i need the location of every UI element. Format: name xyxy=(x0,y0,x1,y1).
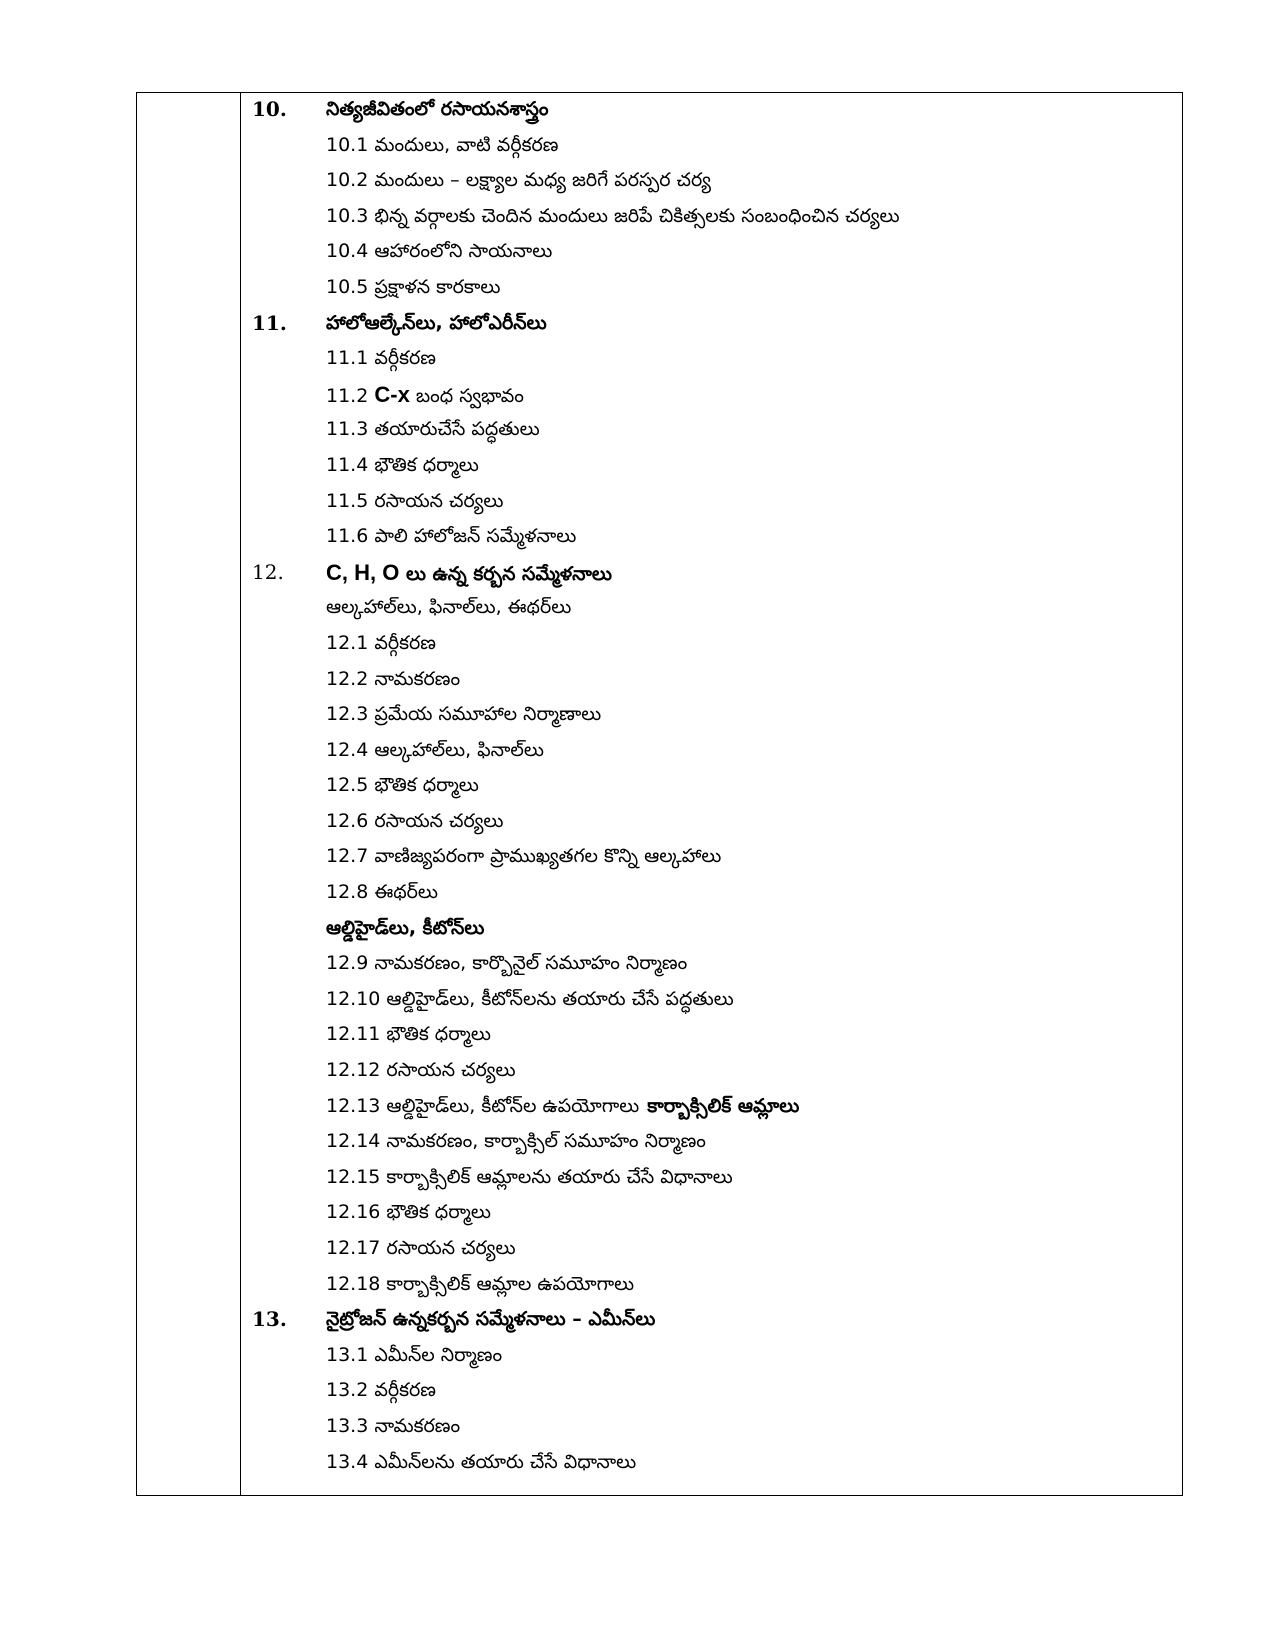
list-item: 12.11 భౌతిక ధర్మాలు xyxy=(326,1023,491,1046)
list-item: 10.1 మందులు, వాటి వర్గీకరణ xyxy=(326,133,559,156)
list-item: 12.17 రసాయన చర్యలు xyxy=(326,1237,516,1259)
list-item: 12.10 ఆల్డిహైడ్‌లు, కీటోన్‌లను తయారు చేసే పద్ధతులు xyxy=(326,987,734,1010)
section-heading xyxy=(252,92,1172,128)
list-item: 12.9 నామకరణం, కార్బొనైల్ సమూహం నిర్మాణం xyxy=(326,952,688,975)
list-item: 11.3 తయారుచేసే పద్ధతులు xyxy=(326,418,540,441)
list-item: 11.2 C-x బంధ స్వభావం xyxy=(326,381,524,407)
section-heading xyxy=(252,1302,1172,1338)
section-title: నైట్రోజన్ ఉన్నకర్బన సమ్మేళనాలు – ఎమీన్‌లు xyxy=(326,1308,656,1331)
section-heading xyxy=(252,555,1172,591)
list-item: 12.14 నామకరణం, కార్బాక్సిల్ సమూహం నిర్మాణం xyxy=(326,1130,706,1153)
list-item: 10.4 ఆహారంలోని సాయనాలు xyxy=(326,240,553,263)
list-item: 12.12 రసాయన చర్యలు xyxy=(326,1059,516,1082)
section-title: C, H, O లు ఉన్న కర్బన సమ్మేళనాలు xyxy=(326,559,612,585)
subheading: కార్బాక్సిలిక్ ఆమ్లాలు xyxy=(647,1094,800,1117)
section-number: 12. xyxy=(252,559,284,584)
list-item: 12.5 భౌతిక ధర్మాలు xyxy=(326,774,479,797)
syllabus-content xyxy=(252,92,1172,1480)
bond-symbol: C-x xyxy=(374,381,410,407)
list-item: 11.4 భౌతిక ధర్మాలు xyxy=(326,453,479,476)
subheading: ఆల్డిహైడ్‌లు, కీటోన్‌లు xyxy=(326,916,485,939)
section-title: నిత్యజీవితంలో రసాయనశాస్త్రం xyxy=(326,98,549,120)
column-divider xyxy=(240,92,241,1496)
section-number: 13. xyxy=(252,1307,287,1332)
list-item: 13.4 ఎమీన్‌లను తయారు చేసే విధానాలు xyxy=(326,1450,637,1473)
list-item: 12.15 కార్బాక్సిలిక్ ఆమ్లాలను తయారు చేసే విధానాలు xyxy=(326,1165,733,1188)
list-item: 11.5 రసాయన చర్యలు xyxy=(326,489,504,512)
list-item: 12.8 ఈథర్‌లు xyxy=(326,881,438,904)
section-title: హాలోఆల్కేన్‌లు, హాలోఎరీన్‌లు xyxy=(326,311,547,334)
list-item: 12.4 ఆల్కహాల్‌లు, ఫినాల్‌లు xyxy=(326,738,544,761)
list-item: 11.6 పాలి హాలోజన్ సమ్మేళనాలు xyxy=(326,525,577,548)
list-item: 10.5 ప్రక్షాళన కారకాలు xyxy=(326,275,501,298)
list-item: 12.7 వాణిజ్యపరంగా ప్రాముఖ్యతగల కొన్ని ఆల్కహాలు xyxy=(326,845,722,868)
list-item: 10.2 మందులు – లక్ష్యాల మధ్య జరిగే పరస్పర చర్య xyxy=(326,169,711,192)
list-item: 12.18 కార్బాక్సిలిక్ ఆమ్లాల ఉపయోగాలు xyxy=(326,1272,635,1295)
list-item: 10.3 భిన్న వర్గాలకు చెందిన మందులు జరిపే చికిత్సలకు సంబంధించిన చర్యలు xyxy=(326,204,900,227)
list-item: 13.1 ఎమీన్‌ల నిర్మాణం xyxy=(326,1343,503,1366)
subheading: ఆల్కహాల్‌లు, ఫినాల్‌లు, ఈథర్‌లు xyxy=(326,596,572,619)
list-item: 12.13 ఆల్డిహైడ్‌లు, కీటోన్‌ల ఉపయోగాలు కార్బాక్సిలిక్ ఆమ్లాలు xyxy=(326,1094,800,1117)
section-heading xyxy=(252,306,1172,342)
section-number: 10. xyxy=(252,97,287,121)
list-item: 12.1 వర్గీకరణ xyxy=(326,631,436,654)
list-item: 13.3 నామకరణం xyxy=(326,1414,461,1437)
list-item: 12.3 ప్రమేయ సమూహాల నిర్మాణాలు xyxy=(326,703,602,726)
list-item: 12.16 భౌతిక ధర్మాలు xyxy=(326,1201,491,1224)
list-item: 11.1 వర్గీకరణ xyxy=(326,347,436,370)
list-item: 12.2 నామకరణం xyxy=(326,667,461,690)
list-item: 13.2 వర్గీకరణ xyxy=(326,1379,436,1402)
section-number: 11. xyxy=(252,310,287,335)
list-item: 12.6 రసాయన చర్యలు xyxy=(326,809,504,832)
